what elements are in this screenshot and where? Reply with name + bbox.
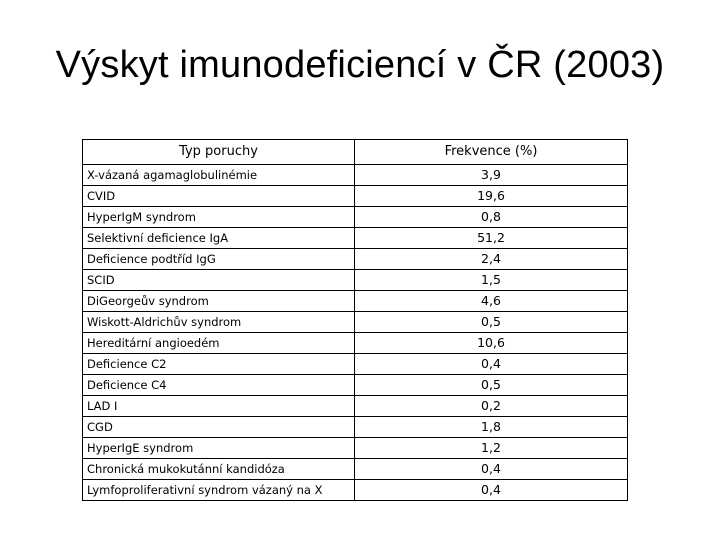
frequency-value-cell: 0,5: [355, 312, 628, 333]
frequency-value-cell: 0,4: [355, 480, 628, 501]
table-header-row: [83, 140, 628, 165]
table-row: [83, 480, 628, 501]
frequency-value-cell: 0,2: [355, 396, 628, 417]
disorder-name-cell: CVID: [83, 186, 355, 207]
frequency-value-cell: 1,8: [355, 417, 628, 438]
frequency-value-cell: 51,2: [355, 228, 628, 249]
table-row: [83, 291, 628, 312]
disorder-name-cell: Hereditární angioedém: [83, 333, 355, 354]
table-row: [83, 417, 628, 438]
table-row: [83, 165, 628, 186]
frequency-table: [82, 139, 628, 501]
disorder-name-cell: LAD I: [83, 396, 355, 417]
table-row: [83, 354, 628, 375]
table-row: [83, 207, 628, 228]
disorder-name-cell: HyperIgE syndrom: [83, 438, 355, 459]
frequency-value-cell: 19,6: [355, 186, 628, 207]
disorder-name-cell: Selektivní deficience IgA: [83, 228, 355, 249]
disorder-name-cell: Chronická mukokutánní kandidóza: [83, 459, 355, 480]
table-row: [83, 186, 628, 207]
table-body: [83, 165, 628, 501]
table-row: [83, 312, 628, 333]
table-row: [83, 333, 628, 354]
table-row: [83, 396, 628, 417]
column-header-type: Typ poruchy: [83, 140, 355, 165]
frequency-value-cell: 0,5: [355, 375, 628, 396]
disorder-name-cell: HyperIgM syndrom: [83, 207, 355, 228]
disorder-name-cell: SCID: [83, 270, 355, 291]
frequency-value-cell: 10,6: [355, 333, 628, 354]
frequency-value-cell: 0,4: [355, 459, 628, 480]
column-header-frequency: Frekvence (%): [355, 140, 628, 165]
frequency-value-cell: 1,2: [355, 438, 628, 459]
table-row: [83, 375, 628, 396]
disorder-name-cell: Deficience podtříd IgG: [83, 249, 355, 270]
disorder-name-cell: Deficience C2: [83, 354, 355, 375]
table-row: [83, 438, 628, 459]
frequency-value-cell: 4,6: [355, 291, 628, 312]
frequency-value-cell: 0,4: [355, 354, 628, 375]
table-row: [83, 228, 628, 249]
disorder-name-cell: CGD: [83, 417, 355, 438]
frequency-value-cell: 3,9: [355, 165, 628, 186]
frequency-value-cell: 1,5: [355, 270, 628, 291]
disorder-name-cell: DiGeorgeův syndrom: [83, 291, 355, 312]
table-row: [83, 270, 628, 291]
disorder-name-cell: Deficience C4: [83, 375, 355, 396]
slide-title: Výskyt imunodeficiencí v ČR (2003): [55, 44, 665, 86]
frequency-table-container: [82, 139, 627, 501]
disorder-name-cell: X-vázaná agamaglobulinémie: [83, 165, 355, 186]
frequency-value-cell: 2,4: [355, 249, 628, 270]
table-row: [83, 249, 628, 270]
disorder-name-cell: Wiskott-Aldrichův syndrom: [83, 312, 355, 333]
disorder-name-cell: Lymfoproliferativní syndrom vázaný na X: [83, 480, 355, 501]
table-row: [83, 459, 628, 480]
frequency-value-cell: 0,8: [355, 207, 628, 228]
